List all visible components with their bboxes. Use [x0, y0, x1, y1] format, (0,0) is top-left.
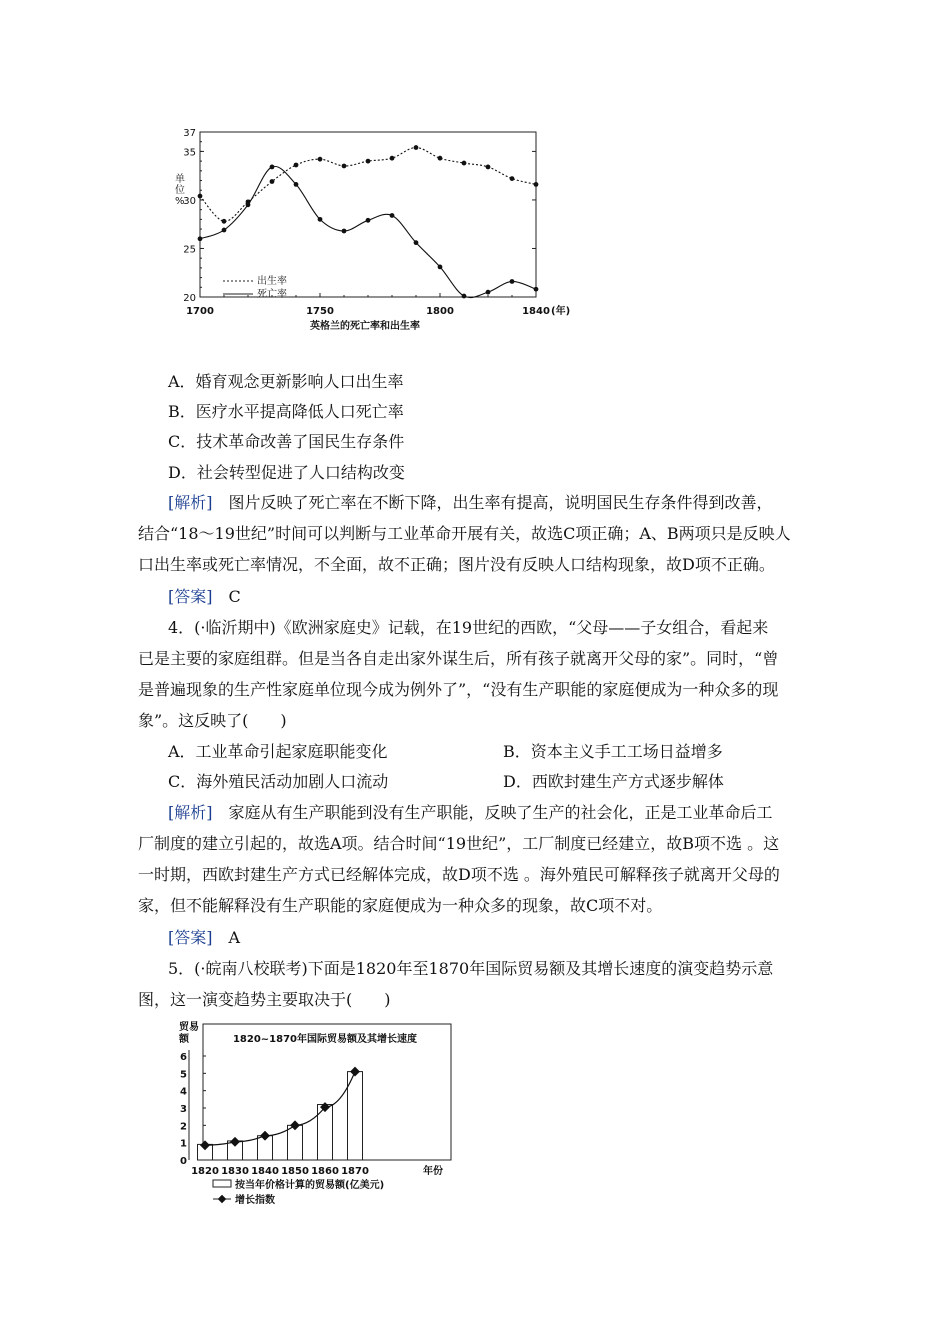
death-rate-point [534, 287, 539, 292]
q4-option-a: A．工业革命引起家庭职能变化 [168, 742, 388, 761]
chart2-y-tick: 1 [180, 1138, 187, 1150]
analysis-tag: [解析] [168, 493, 213, 512]
birth-rate-point [510, 176, 515, 181]
trade-bar [288, 1125, 303, 1160]
trade-bar [348, 1072, 363, 1160]
q3-option-a: A．婚育观念更新影响人口出生率 [168, 372, 404, 391]
death-rate-point [390, 213, 395, 218]
q3-analysis-line-2: 结合“18～19世纪”时间可以判断与工业革命开展有关，故选C项正确；A、B两项只是反映人 [138, 524, 791, 543]
chart2-x-tick: 1820 [191, 1166, 219, 1177]
birth-rate-point [342, 164, 347, 169]
svg-text:%: % [175, 196, 185, 207]
death-rate-line [200, 166, 536, 297]
chart2-y-tick: 4 [180, 1086, 187, 1098]
death-rate-point [486, 290, 491, 295]
death-rate-point [414, 240, 419, 245]
england-rate-chart [165, 120, 585, 345]
death-rate-point [342, 229, 347, 234]
death-rate-point [198, 236, 203, 241]
chart1-title: 英格兰的死亡率和出生率 [310, 321, 420, 332]
q4-stem-line-4: 象”。这反映了( ) [138, 711, 287, 730]
legend-trade-volume: 按当年价格计算的贸易额(亿美元) [235, 1180, 385, 1191]
chart2-ylabel: 贸易 [179, 1022, 199, 1033]
analysis-tag: [解析] [168, 803, 213, 822]
q3-option-c: C．技术革命改善了国民生存条件 [168, 432, 405, 451]
chart2-y-tick: 2 [180, 1121, 187, 1133]
chart1-y-tick: 30 [183, 195, 196, 207]
chart2-y-tick: 5 [180, 1069, 187, 1081]
chart1-plot-frame [200, 132, 536, 297]
q4-stem-line-1: 4．(·临沂期中)《欧洲家庭史》记载，在19世纪的西欧，“父母——子女组合，看起来 [168, 618, 769, 637]
death-rate-point [510, 279, 515, 284]
q4-option-b: B．资本主义手工工场日益增多 [503, 742, 723, 761]
q3-analysis-line-3: 口出生率或死亡率情况，不全面，故不正确；图片没有反映人口结构现象，故D项不正确。 [138, 555, 775, 574]
legend-death-rate: 死亡率 [257, 289, 287, 300]
q3-option-b: B．医疗水平提高降低人口死亡率 [168, 402, 404, 421]
chart2-x-tick: 1860 [311, 1166, 339, 1177]
chart2-xlabel: 年份 [423, 1166, 443, 1177]
chart2-legend [213, 1178, 384, 1206]
chart1-y-tick: 35 [183, 147, 196, 159]
q4-option-d: D．西欧封建生产方式逐步解体 [503, 772, 724, 791]
chart1-legend [223, 274, 287, 300]
death-rate-point [246, 202, 251, 207]
q3-answer: [答案] C [168, 587, 241, 606]
q4-analysis-line-3: 一时期，西欧封建生产方式已经解体完成，故D项不选 。海外殖民可解释孩子就离开父母的 [138, 865, 780, 884]
chart1-x-tick: 1700 [186, 306, 214, 317]
death-rate-point [294, 182, 299, 187]
q5-stem-line-1: 5．(·皖南八校联考)下面是1820年至1870年国际贸易额及其增长速度的演变趋势示意 [168, 959, 774, 978]
chart2-x-tick: 1840 [251, 1166, 279, 1177]
q4-option-c: C．海外殖民活动加剧人口流动 [168, 772, 389, 791]
birth-rate-point [366, 159, 371, 164]
q3-analysis-line-1: [解析] 图片反映了死亡率在不断下降，出生率有提高，说明国民生存条件得到改善， [168, 493, 773, 512]
q5-stem-line-2: 图，这一演变趋势主要取决于( ) [138, 990, 391, 1009]
chart1-ylabel: 单 [175, 174, 185, 185]
chart1-x-tick: 1800 [426, 306, 454, 317]
death-rate-point [462, 294, 467, 299]
birth-rate-line [200, 148, 536, 222]
birth-rate-point [438, 156, 443, 161]
birth-rate-point [222, 219, 227, 224]
birth-rate-point [462, 161, 467, 166]
q4-analysis-line-1: [解析] 家庭从有生产职能到没有生产职能，反映了生产的社会化，正是工业革命后工 [168, 803, 773, 822]
birth-rate-point [390, 156, 395, 161]
chart1-x-tick: 1840 [522, 306, 550, 317]
chart2-y-tick: 3 [180, 1104, 187, 1115]
birth-rate-point [198, 194, 203, 199]
chart2-title: 1820~1870年国际贸易额及其增长速度 [232, 1034, 418, 1045]
trade-chart [165, 1018, 465, 1213]
birth-rate-point [414, 145, 419, 150]
chart2-x-tick: 1850 [281, 1166, 309, 1177]
q4-stem-line-3: 是普遍现象的生产性家庭单位现今成为例外了”，“没有生产职能的家庭便成为一种众多的现 [138, 680, 779, 699]
death-rate-point [366, 218, 371, 223]
death-rate-point [318, 217, 323, 222]
chart1-xlabel: (年) [551, 306, 571, 317]
answer-tag: [答案] [168, 587, 213, 606]
chart1-y-tick: 37 [183, 128, 196, 139]
birth-rate-point [486, 165, 491, 170]
svg-text:额: 额 [179, 1034, 189, 1045]
birth-rate-point [318, 157, 323, 162]
q4-answer: [答案] A [168, 928, 241, 947]
chart1-y-tick: 25 [183, 244, 196, 256]
chart2-x-tick: 1870 [341, 1166, 369, 1177]
q4-analysis-line-2: 厂制度的建立引起的，故选A项。结合时间“19世纪”，工厂制度已经建立，故B项不选 。这 [138, 834, 780, 853]
q4-analysis-line-4: 家，但不能解释没有生产职能的家庭便成为一种众多的现象，故C项不对。 [138, 896, 663, 915]
chart1-x-tick: 1750 [306, 306, 334, 317]
death-rate-point [438, 265, 443, 270]
chart1-y-tick: 20 [183, 293, 196, 304]
q3-option-d: D．社会转型促进了人口结构改变 [168, 463, 405, 482]
legend-birth-rate: 出生率 [257, 276, 287, 287]
svg-text:位: 位 [175, 185, 185, 196]
q4-stem-line-2: 已是主要的家庭组群。但是当各自走出家外谋生后，所有孩子就离开父母的家”。同时，“曾 [138, 649, 779, 668]
birth-rate-point [534, 182, 539, 187]
chart2-y-tick: 0 [180, 1156, 187, 1167]
death-rate-point [222, 228, 227, 233]
answer-tag: [答案] [168, 928, 213, 947]
legend-growth-index: 增长指数 [235, 1195, 275, 1206]
death-rate-point [270, 165, 275, 170]
chart2-y-tick: 6 [180, 1052, 187, 1063]
birth-rate-point [270, 179, 275, 184]
chart2-x-tick: 1830 [221, 1166, 249, 1177]
birth-rate-point [294, 163, 299, 168]
